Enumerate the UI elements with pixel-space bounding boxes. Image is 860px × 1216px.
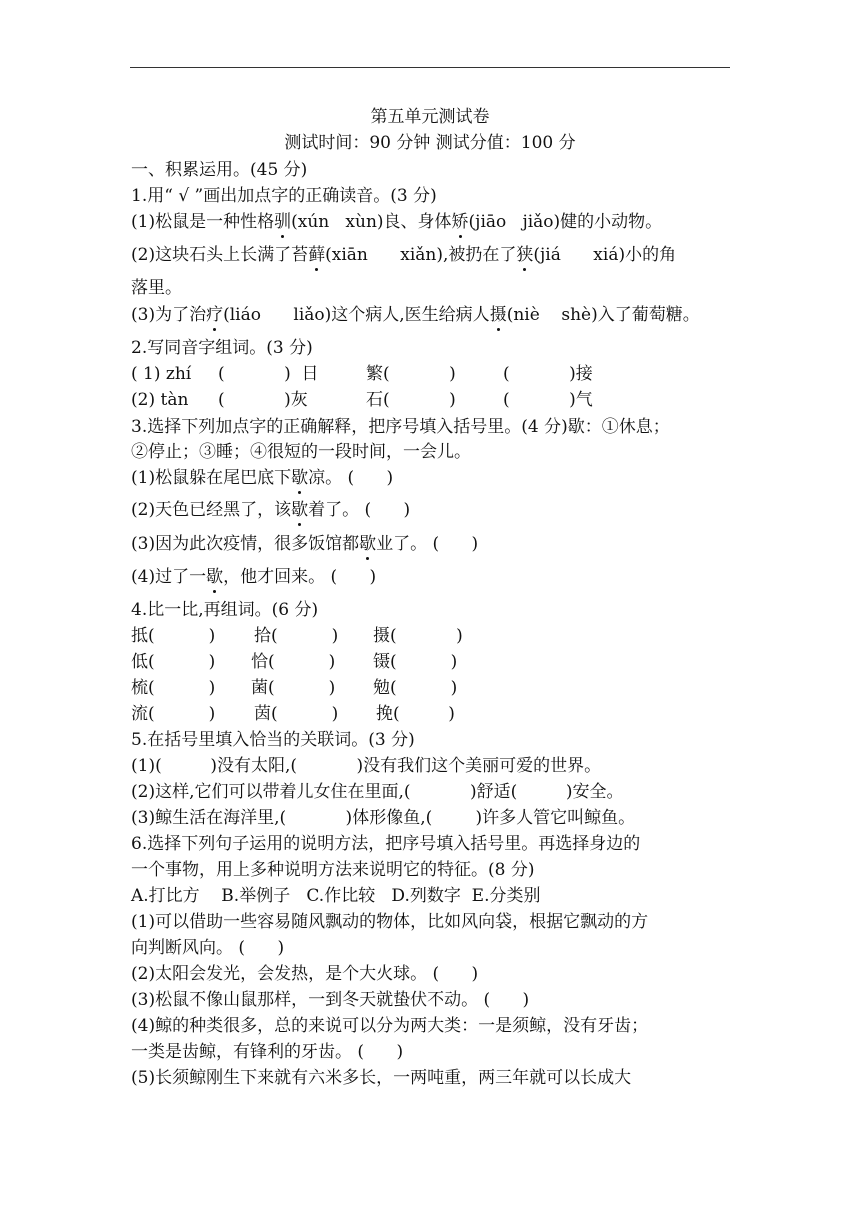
q3-item-4: (4)过了一歇，他才回来。 ( )	[131, 567, 377, 587]
q2-row2-label: (2) tàn	[131, 390, 189, 410]
q4-cell: 流( )	[131, 704, 216, 724]
q2-row1-blank1: ( ) 日	[218, 364, 319, 384]
q3-heading-cont: ②停止；③睡；④很短的一段时间，一会儿。	[131, 442, 471, 462]
q6-heading: 6.选择下列句子运用的说明方法，把序号填入括号里。再选择身边的	[131, 834, 641, 854]
q4-cell: 梳( )	[131, 678, 216, 698]
q3-item-1: (1)松鼠躲在尾巴底下歇凉。 ( )	[131, 468, 394, 488]
q6-item-2: (2)太阳会发光，会发热，是个大火球。 ( )	[131, 964, 479, 984]
q2-row2-blank2: 石( )	[366, 390, 456, 410]
q2-row1-label: ( 1) zhí	[131, 364, 192, 384]
header-rule	[130, 67, 730, 68]
q4-heading: 4.比一比,再组词。(6 分)	[131, 600, 319, 620]
q6-item-3: (3)松鼠不像山鼠那样，一到冬天就蛰伏不动。 ( )	[131, 990, 530, 1010]
q2-row1-blank2: 繁( )	[366, 364, 456, 384]
q6-item-4: (4)鲸的种类很多，总的来说可以分为两大类：一是须鲸，没有牙齿；	[131, 1016, 649, 1036]
page-subtitle: 测试时间：90 分钟 测试分值：100 分	[284, 133, 576, 153]
q3-item-3: (3)因为此次疫情，很多饭馆都歇业了。 ( )	[131, 534, 479, 554]
q4-cell: 拾( )	[254, 626, 339, 646]
q1-heading: 1.用“ √ ”画出加点字的正确读音。(3 分)	[131, 186, 437, 206]
q4-cell: 镊( )	[373, 652, 458, 672]
q2-row1-blank3: ( )接	[503, 364, 593, 384]
q5-item-3: (3)鲸生活在海洋里,( )体形像鱼,( )许多人管它叫鲸鱼。	[131, 808, 636, 828]
q4-cell: 摄( )	[373, 626, 463, 646]
q6-item-5: (5)长须鲸刚生下来就有六米多长，一两吨重，两三年就可以长成大	[131, 1068, 632, 1088]
q4-cell: 抵( )	[131, 626, 216, 646]
q1-item-3: (3)为了治疗(liáo liǎo)这个病人,医生给病人摄(niè shè)入了葡萄糖。	[131, 305, 700, 325]
page-title: 第五单元测试卷	[370, 107, 490, 127]
q6-item-1-cont: 向判断风向。 ( )	[131, 938, 285, 958]
q2-row2-blank3: ( )气	[503, 390, 593, 410]
q4-cell: 低( )	[131, 652, 216, 672]
q1-item-2: (2)这块石头上长满了苔藓(xiān xiǎn),被扔在了狭(jiá xiá)小的角	[131, 245, 677, 265]
section-heading: 一、积累运用。(45 分)	[131, 160, 308, 180]
q4-cell: 恰( )	[251, 652, 336, 672]
q2-row2-blank1: ( )灰	[218, 390, 308, 410]
q4-cell: 茵( )	[254, 704, 339, 724]
q6-options: A.打比方 B.举例子 C.作比较 D.列数字 E.分类别	[131, 886, 541, 906]
q5-item-2: (2)这样,它们可以带着儿女住在里面,( )舒适( )安全。	[131, 782, 624, 802]
q6-item-4-cont: 一类是齿鲸，有锋利的牙齿。 ( )	[131, 1042, 404, 1062]
q6-item-1: (1)可以借助一些容易随风飘动的物体，比如风向袋，根据它飘动的方	[131, 912, 649, 932]
q3-heading: 3.选择下列加点字的正确解释，把序号填入括号里。(4 分)歇：①休息；	[131, 417, 670, 437]
q1-item-1: (1)松鼠是一种性格驯(xún xùn)良、身体矫(jiāo jiǎo)健的小动物。	[131, 212, 663, 232]
q4-cell: 菌( )	[251, 678, 336, 698]
q5-heading: 5.在括号里填入恰当的关联词。(3 分)	[131, 730, 415, 750]
q2-heading: 2.写同音字组词。(3 分)	[131, 338, 313, 358]
q3-item-2: (2)天色已经黑了，该歇着了。 ( )	[131, 500, 411, 520]
q6-heading-cont: 一个事物，用上多种说明方法来说明它的特征。(8 分)	[131, 860, 535, 880]
q5-item-1: (1)( )没有太阳,( )没有我们这个美丽可爱的世界。	[131, 756, 602, 776]
q4-cell: 勉( )	[373, 678, 458, 698]
q1-item-2-cont: 落里。	[131, 278, 182, 298]
q4-cell: 挽( )	[376, 704, 455, 724]
